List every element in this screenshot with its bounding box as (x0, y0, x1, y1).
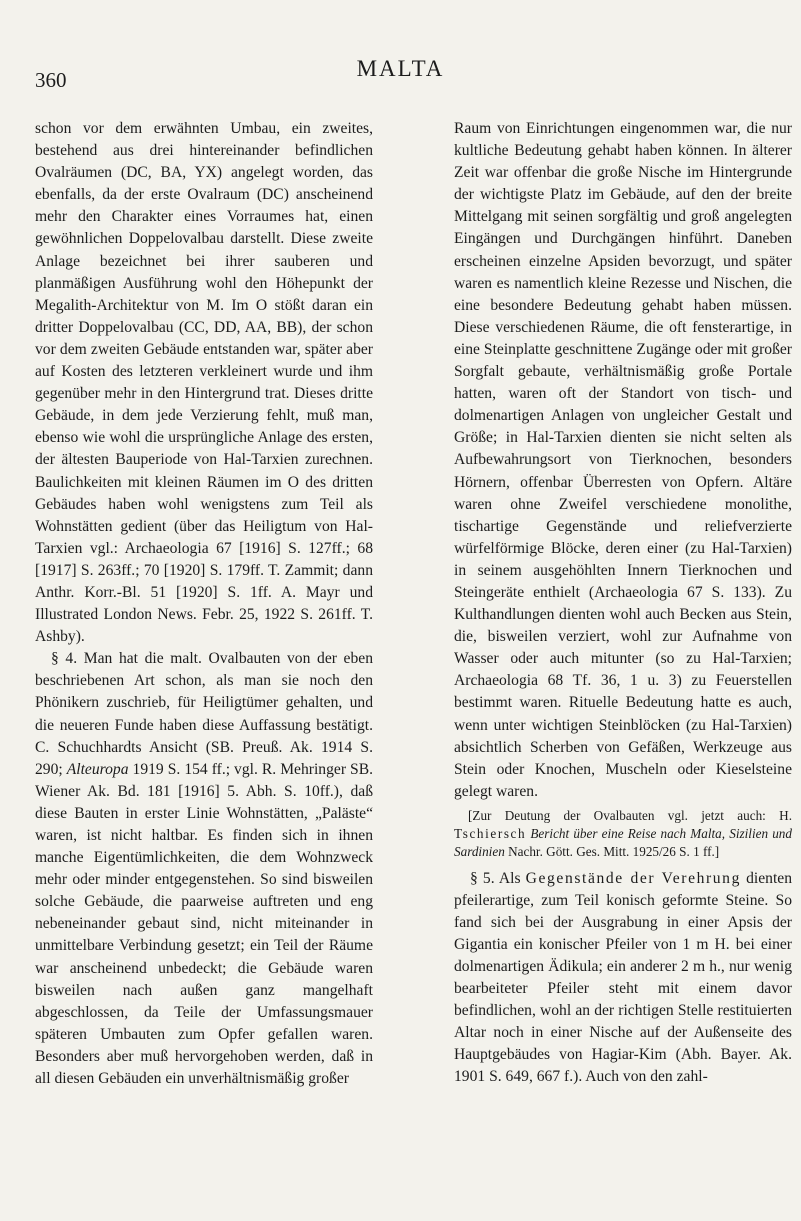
section-5-text: dienten pfeilerartige, zum Teil konisch geformte Steine. So fand sich bei der Ausgrabung in einer Apsis der Gigantia ein konischer Pfeiler von 1 m H. bei einer dolmenartigen Ädikula; ein anderer 2 m h., nur wenig bearbeiteter Pfeiler steht mit einem davor befindlichen, wohl an der richtigen Stelle restituierten Altar noch in einer Nische auf der Außenseite des Hauptgebäudes von Hagiar-Kim (Abh. Bayer. Ak. 1901 S. 649, 667 f.). Auch von den zahl- (454, 869, 792, 1086)
paragraph-section-5 (454, 868, 792, 1089)
note-text-a: [Zur Deutung der Ovalbauten vgl. jetzt auch: H. (468, 807, 792, 823)
paragraph-umbau: schon vor dem erwähnten Umbau, ein zweites, bestehend aus drei hintereinander befindlichen Ovalräumen (DC, BA, YX) angelegt worden, das ebenfalls, da der erste Ovalraum (DC) anscheinend mehr den Charakter eines Vorraumes hat, einen gewöhnlichen Doppelovalbau darstellt. Diese zweite Anlage bezeichnet bei ihrer sauberen und planmäßigen Ausführung wohl den Höhepunkt der Megalith-Architektur von M. Im O stößt daran ein dritter Doppelovalbau (CC, DD, AA, BB), der schon vor dem zweiten Gebäude entstanden war, später aber auf Kosten des letzteren verkleinert wurde und ihm gegenüber mehr in den Hintergrund trat. Dieses dritte Gebäude, in dem jede Verzierung fehlt, muß man, ebenso wie wohl die ursprüngliche Anlage des ersten, der ältesten Bauperiode von Hal-Tarxien zurechnen. Baulichkeiten mit kleinen Räumen im O des dritten Gebäudes haben wohl wenigstens zum Teil als Wohnstätten gedient (über das Heiligtum von Hal-Tarxien vgl.: Archaeologia 67 [1916] S. 127ff.; 68 [1917] S. 263ff.; 70 [1920] S. 179ff. T. Zammit; dann Anthr. Korr.-Bl. 51 [1920] S. 1ff. A. Mayr und Illustrated London News. Febr. 25, 1922 S. 261ff. T. Ashby). (35, 120, 373, 646)
page-number: 360 (35, 68, 67, 92)
section-5-heading: Gegenstände der Verehrung (525, 869, 741, 887)
note-text-c: Nachr. Gött. Ges. Mitt. 1925/26 S. 1 ff.] (504, 844, 720, 860)
section-4-text-b: 1919 S. 154 ff.; vgl. R. Mehringer SB. Wiener Ak. Bd. 181 [1916] 5. Abh. S. 10ff.), daß diese Bauten in erster Linie Wohnstätten, „Paläste“ waren, ist nicht haltbar. Es finden sich in ihnen manche Eigentümlichkeiten, die dem Wohnzweck mehr oder minder entgegenstehen. So sind bisweilen solche Gebäude, die paarweise auftreten und eng nebeneinander gebaut sind, nicht miteinander in unmittelbare Verbindung gesetzt; ein Teil der Räume war anscheinend unbedeckt; die Gebäude waren bisweilen nach außen ganz mangelhaft abgeschlossen, da Teile der Umfassungsmauer späteren Umbauten zum Opfer gefallen waren. Besonders aber muß hervorgehoben werden, daß in all diesen Gebäuden ein unverhältnismäßig großer (35, 760, 373, 1088)
section-5-lead: § 5. Als (470, 869, 526, 887)
note-author: Tschiersch (454, 826, 527, 842)
bibliographic-note (454, 807, 792, 862)
running-title: MALTA (356, 56, 445, 81)
alteuropa-title: Alteuropa (66, 760, 129, 778)
right-column (454, 118, 792, 1088)
note-italic-title: Bericht über eine Reise nach Malta, Sizilien und Sardinien (454, 826, 792, 860)
page-header (0, 0, 801, 100)
section-4-text-a: § 4. Man hat die malt. Ovalbauten von der eben beschriebenen Art schon, als man sie noch den Phönikern zuschrieb, für Heiligtümer gehalten, und die neueren Funde haben diese Auffassung bestätigt. C. Schuchhardts Ansicht (SB. Preuß. Ak. 1914 S. 290; (35, 650, 373, 778)
left-column (35, 118, 373, 1090)
paragraph-einrichtungen: Raum von Einrichtungen eingenommen war, die nur kultliche Bedeutung gehabt haben können. In älterer Zeit war offenbar die große Nische im Hintergrunde der wichtigste Platz im Gebäude, auf den der breite Mittelgang mit seinen sorgfältig und groß angelegten Eingängen und Durchgängen hinführt. Daneben erscheinen einzelne Apsiden bevorzugt, und später waren es namentlich kleine Rezesse und Nischen, die eine besondere Bedeutung gehabt haben müssen. Diese verschiedenen Räume, die oft fensterartige, in eine Steinplatte geschnittene Zugänge oder mit großer Sorgfalt gebaute, verhältnismäßig große Portale hatten, waren oft der Standort von tisch- und dolmenartigen Anlagen von ungleicher Gestalt und Größe; in Hal-Tarxien dienten sie nicht selten als Aufbewahrungsort von Tierknochen, besonders Hörnern, offenbar Überresten von Opfern. Altäre waren ohne Zweifel verschiedene monolithe, tischartige Gegenstände und reliefverzierte würfelförmige Blöcke, deren einer (zu Hal-Tarxien) in seinem ausgehöhlten Innern Tierknochen und Steingeräte enthielt (Archaeologia 67 S. 133). Zu Kulthandlungen dienten wohl auch Becken aus Stein, die, bisweilen verziert, wohl zur Aufnahme von Wasser oder auch mitunter (so zu Hal-Tarxien; Archaeologia 68 Tf. 36, 1 u. 3) zu Feuerstellen bestimmt waren. Rituelle Bedeutung hatte es auch, wenn unter wichtigen Steinblöcken (zu Hal-Tarxien) absichtlich Scherben von Gefäßen, Werkzeuge aus Stein oder Knochen, Muscheln oder Kieselsteine gelegt waren. (454, 120, 792, 800)
paragraph-section-4 (35, 648, 373, 1090)
